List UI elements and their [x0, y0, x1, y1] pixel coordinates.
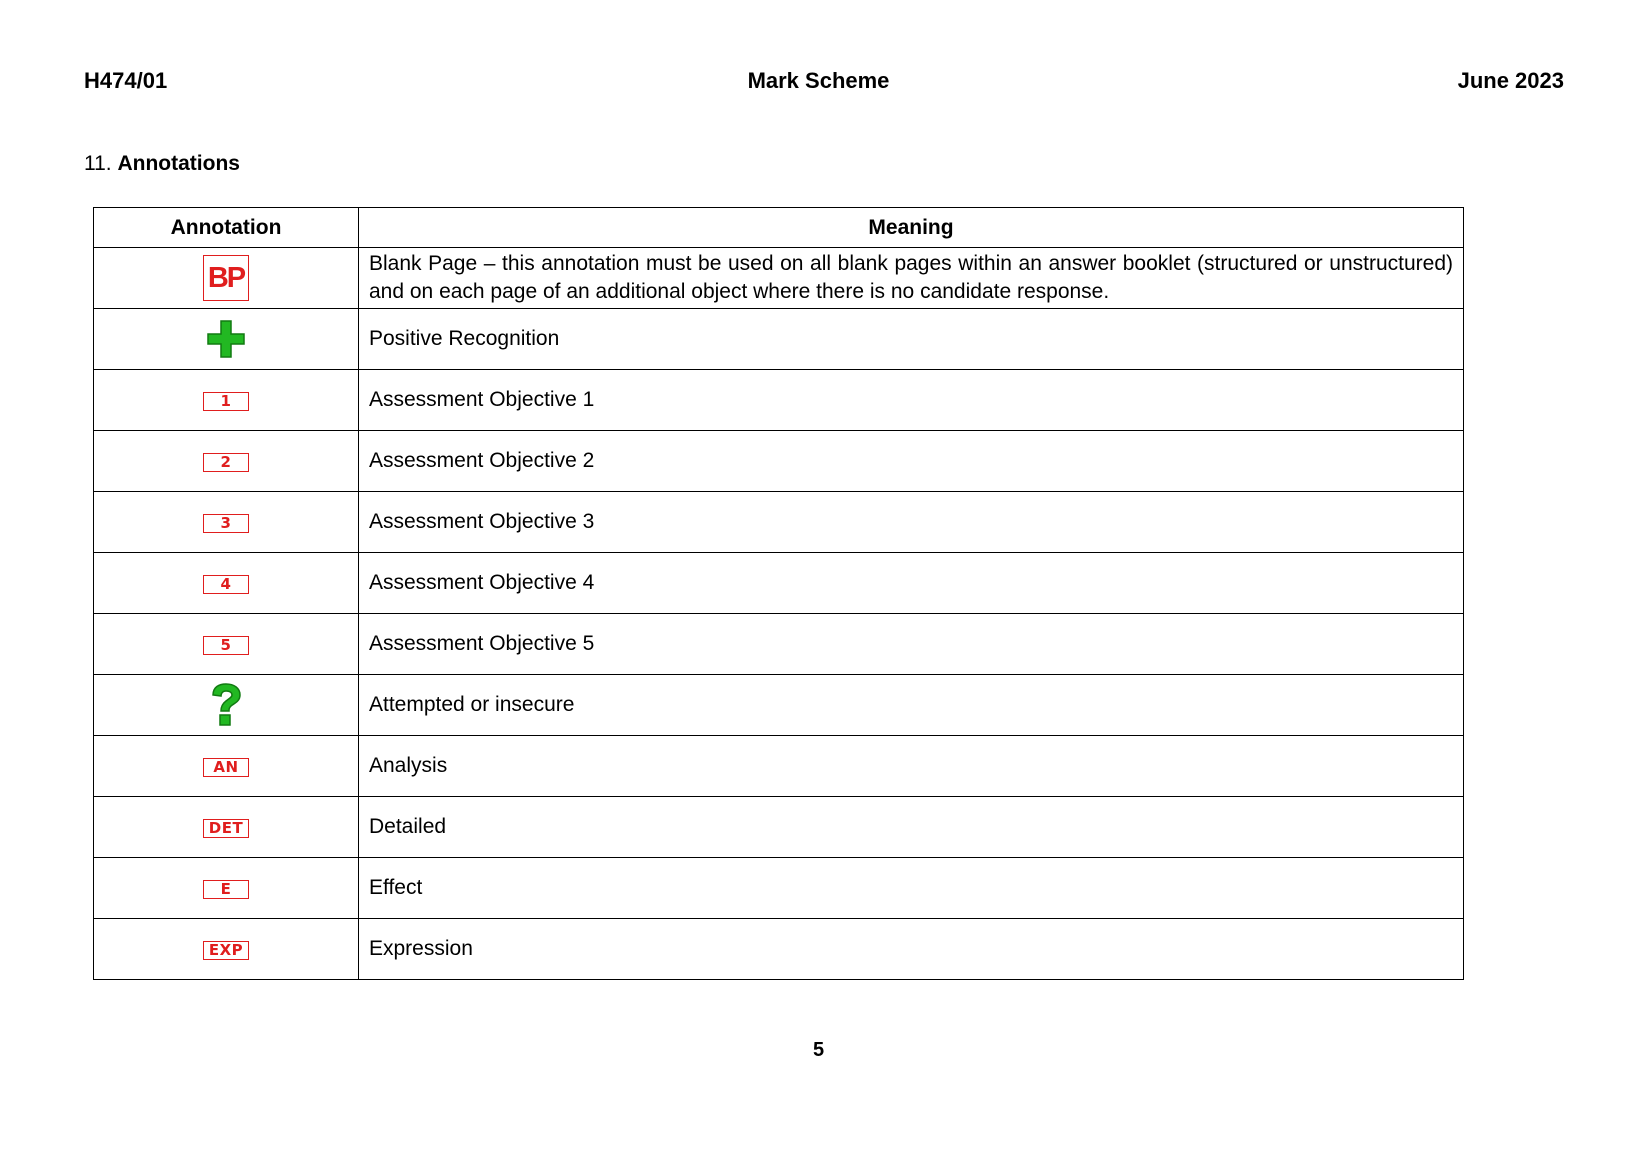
analysis-icon: AN — [203, 758, 249, 777]
meaning-cell: Assessment Objective 5 — [359, 614, 1464, 675]
column-header-meaning: Meaning — [359, 208, 1464, 248]
annotation-cell — [94, 309, 359, 370]
annotation-cell — [94, 431, 359, 492]
exam-date: June 2023 — [1457, 68, 1564, 93]
green-question-icon — [207, 682, 245, 728]
table-row — [94, 736, 1464, 797]
ao5-icon: 5 — [203, 636, 249, 655]
meaning-cell: Detailed — [359, 797, 1464, 858]
ao1-icon: 1 — [203, 392, 249, 411]
meaning-cell: Expression — [359, 919, 1464, 980]
meaning-cell: Effect — [359, 858, 1464, 919]
meaning-cell: Blank Page – this annotation must be used on all blank pages within an answer booklet (structured or unstructured) and on each page of an additional object where there is no candidate response. — [359, 248, 1464, 309]
ao3-icon: 3 — [203, 514, 249, 533]
table-row — [94, 370, 1464, 431]
table-row — [94, 858, 1464, 919]
annotation-cell — [94, 553, 359, 614]
document-title: Mark Scheme — [747, 68, 890, 93]
meaning-cell: Assessment Objective 2 — [359, 431, 1464, 492]
meaning-cell: Assessment Objective 4 — [359, 553, 1464, 614]
annotation-cell — [94, 370, 359, 431]
section-title: Annotations — [117, 152, 240, 175]
annotation-cell — [94, 797, 359, 858]
page-number: 5 — [812, 1039, 825, 1061]
effect-icon: E — [203, 880, 249, 899]
ao4-icon: 4 — [203, 575, 249, 594]
table-row — [94, 492, 1464, 553]
table-row — [94, 675, 1464, 736]
annotation-cell — [94, 675, 359, 736]
annotation-cell — [94, 858, 359, 919]
meaning-cell: Positive Recognition — [359, 309, 1464, 370]
table-row — [94, 431, 1464, 492]
meaning-cell: Attempted or insecure — [359, 675, 1464, 736]
green-plus-icon — [206, 319, 246, 359]
meaning-cell: Assessment Objective 3 — [359, 492, 1464, 553]
table-row — [94, 309, 1464, 370]
table-row — [94, 797, 1464, 858]
meaning-cell: Assessment Objective 1 — [359, 370, 1464, 431]
table-header-row — [94, 208, 1464, 248]
blank-page-icon: BP — [203, 255, 249, 301]
annotation-cell — [94, 614, 359, 675]
table-row — [94, 614, 1464, 675]
ao2-icon: 2 — [203, 453, 249, 472]
column-header-annotation: Annotation — [94, 208, 359, 248]
detailed-icon: DET — [203, 819, 249, 838]
table-row — [94, 553, 1464, 614]
section-heading — [84, 152, 240, 176]
annotation-cell — [94, 919, 359, 980]
expression-icon: EXP — [203, 941, 249, 960]
annotation-cell — [94, 736, 359, 797]
paper-code: H474/01 — [84, 68, 168, 93]
section-number: 11. — [84, 152, 112, 175]
table-row — [94, 248, 1464, 309]
annotations-table — [93, 207, 1464, 980]
annotation-cell — [94, 248, 359, 309]
table-row — [94, 919, 1464, 980]
annotation-cell — [94, 492, 359, 553]
meaning-cell: Analysis — [359, 736, 1464, 797]
